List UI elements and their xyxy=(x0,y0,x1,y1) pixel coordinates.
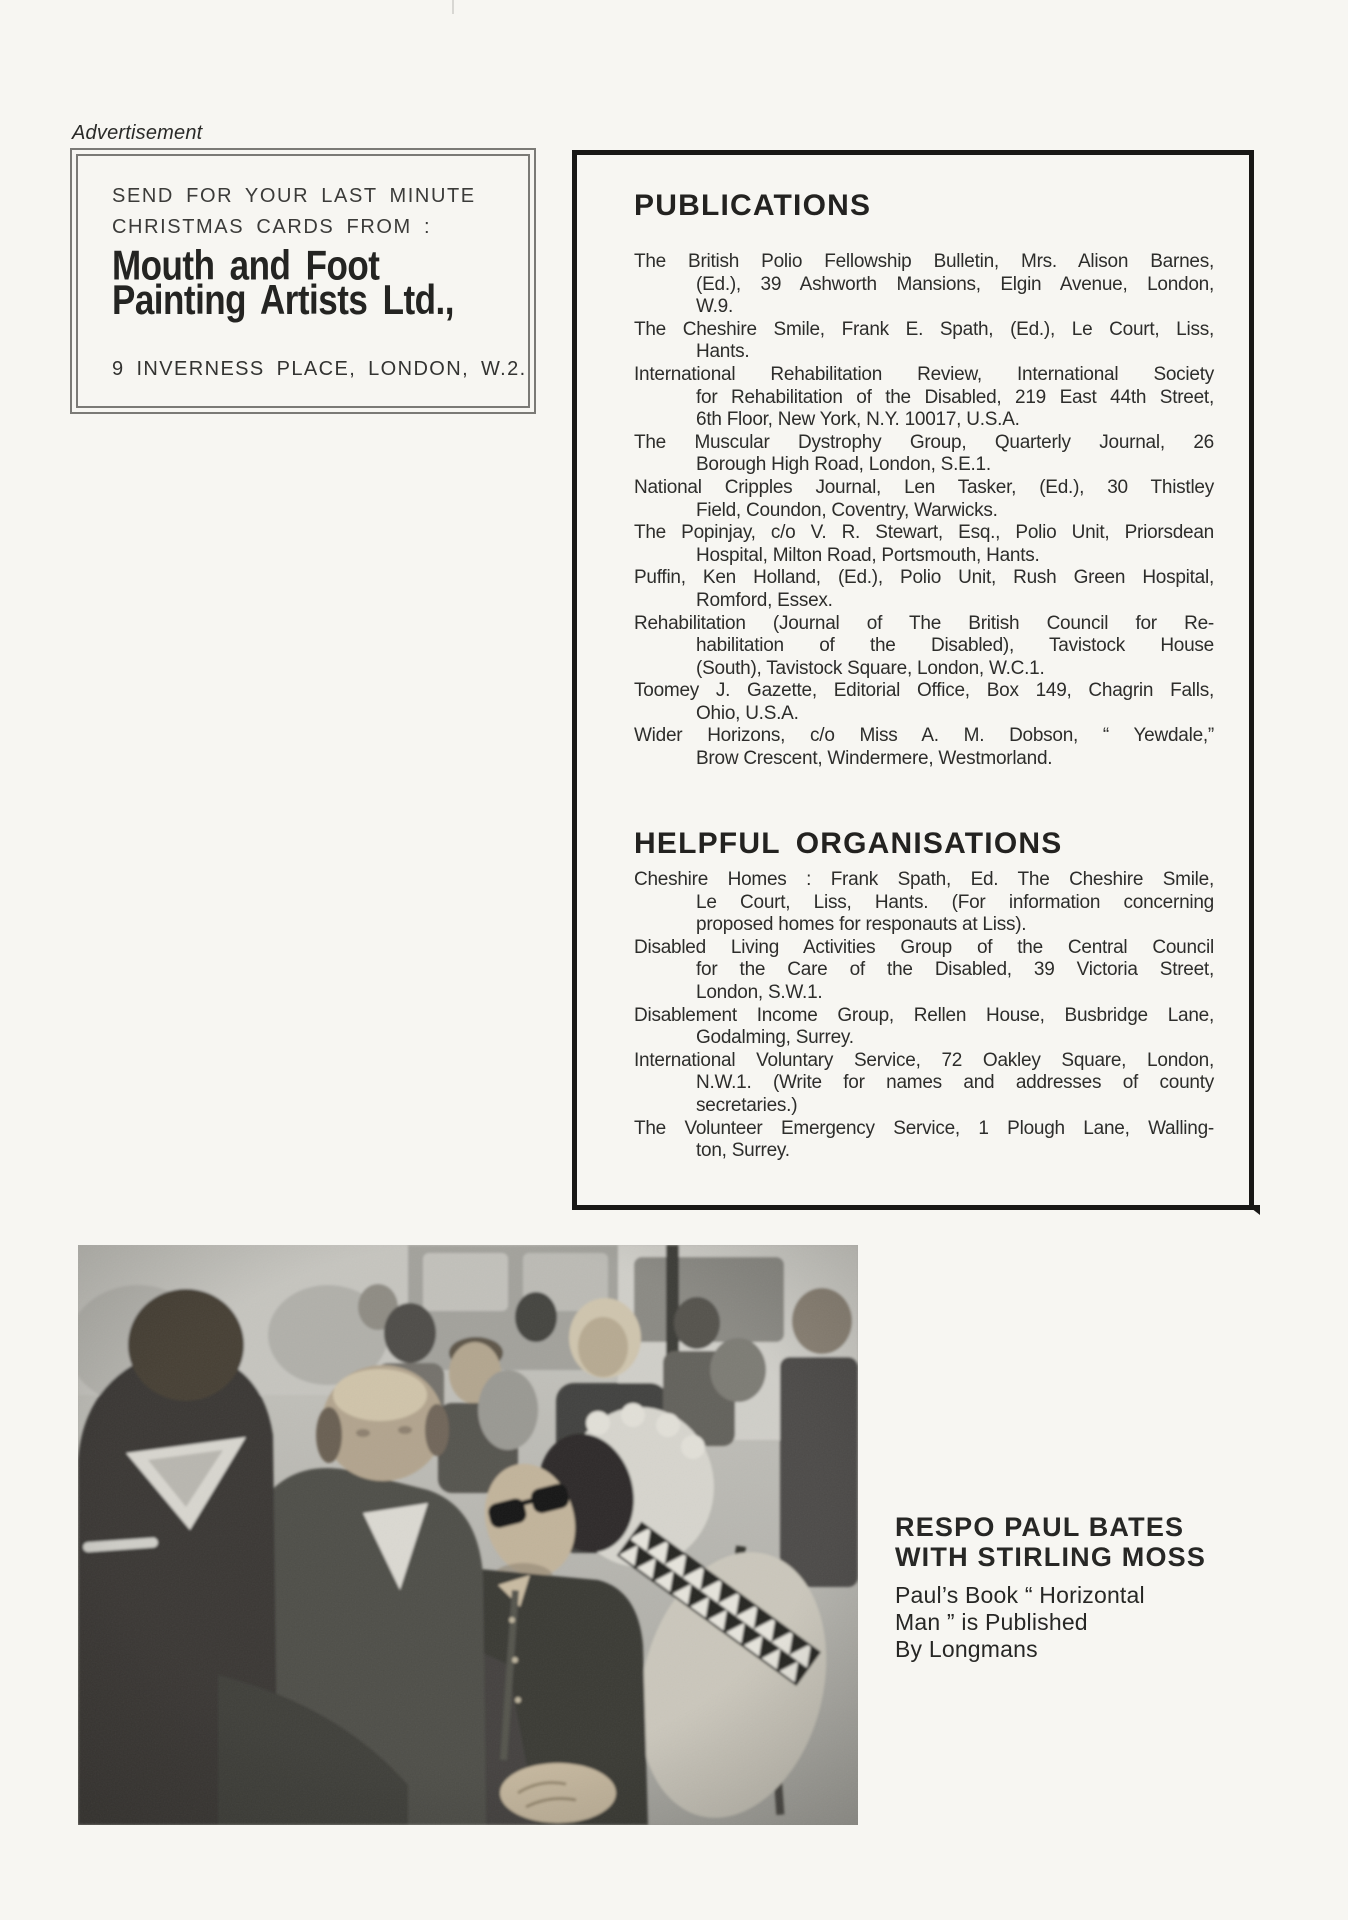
caption-title-line1: RESPO PAUL BATES xyxy=(895,1512,1185,1542)
entry-line: (Ed.), 39 Ashworth Mansions, Elgin Avenue, London, xyxy=(696,273,1214,295)
entry-line: International Voluntary Service, 72 Oakley Square, London, xyxy=(634,1049,1214,1071)
directory-entry xyxy=(634,613,1214,681)
ad-address: 9 INVERNESS PLACE, LONDON, W.2. xyxy=(112,358,527,380)
caption-title xyxy=(895,1512,1206,1572)
entry-line: Puffin, Ken Holland, (Ed.), Polio Unit, Rush Green Hospital, xyxy=(634,567,1214,589)
entry-line: Cheshire Homes : Frank Spath, Ed. The Cheshire Smile, xyxy=(634,869,1214,890)
entry-line: The Volunteer Emergency Service, 1 Plough Lane, Walling- xyxy=(634,1117,1214,1139)
photo-illustration xyxy=(78,1245,858,1825)
caption-body xyxy=(895,1582,1206,1663)
directory-panel xyxy=(572,150,1254,1210)
directory-entry xyxy=(634,432,1214,477)
entry-line: secretaries.) xyxy=(696,1094,798,1116)
ad-company-name xyxy=(112,243,454,324)
directory-entry xyxy=(634,680,1214,725)
directory-entry xyxy=(634,869,1214,937)
directory-entry xyxy=(634,1118,1214,1163)
publications-heading: PUBLICATIONS xyxy=(634,189,872,222)
caption-line: Man ” is Published xyxy=(895,1609,1088,1635)
directory-entry xyxy=(634,725,1214,770)
directory-entry xyxy=(634,937,1214,1005)
organisations-list xyxy=(634,869,1214,1163)
entry-line: The Muscular Dystrophy Group, Quarterly Journal, 26 xyxy=(634,431,1214,453)
entry-line: Hospital, Milton Road, Portsmouth, Hants. xyxy=(696,544,1040,566)
entry-line: habilitation of the Disabled), Tavistock House xyxy=(696,635,1214,657)
entry-line: Le Court, Liss, Hants. (For information concerning xyxy=(696,891,1214,913)
entry-line: for the Care of the Disabled, 39 Victoria Street, xyxy=(696,959,1214,981)
entry-line: Field, Coundon, Coventry, Warwicks. xyxy=(696,499,998,521)
entry-line: National Cripples Journal, Len Tasker, (Ed.), 30 Thistley xyxy=(634,476,1214,498)
entry-line: 6th Floor, New York, N.Y. 10017, U.S.A. xyxy=(696,409,1020,431)
entry-line: International Rehabilitation Review, International Society xyxy=(634,363,1214,385)
directory-entry xyxy=(634,364,1214,432)
ad-inner-border xyxy=(76,154,530,408)
entry-line: N.W.1. (Write for names and addresses of county xyxy=(696,1072,1214,1094)
directory-entry xyxy=(634,567,1214,612)
ad-headline-line1: SEND FOR YOUR LAST MINUTE xyxy=(112,185,476,207)
caption-line: Paul’s Book “ Horizontal xyxy=(895,1582,1145,1608)
caption-line: By Longmans xyxy=(895,1636,1038,1662)
ad-company-line2: Painting Artists Ltd., xyxy=(112,277,454,324)
christmas-cards-ad xyxy=(70,148,536,414)
entry-line: Brow Crescent, Windermere, Westmorland. xyxy=(696,748,1053,770)
photo xyxy=(78,1245,858,1825)
entry-line: Disabled Living Activities Group of the Central Council xyxy=(634,936,1214,958)
entry-line: Hants. xyxy=(696,341,750,363)
directory-entry xyxy=(634,522,1214,567)
scan-artifact xyxy=(452,0,454,14)
entry-line: Godalming, Surrey. xyxy=(696,1027,854,1049)
ad-headline-line2: CHRISTMAS CARDS FROM : xyxy=(112,216,432,238)
publications-list xyxy=(634,251,1214,771)
entry-line: Borough High Road, London, S.E.1. xyxy=(696,454,991,476)
entry-line: London, S.W.1. xyxy=(696,981,823,1003)
entry-line: Rehabilitation (Journal of The British Council for Re- xyxy=(634,612,1214,634)
advertisement-label: Advertisement xyxy=(72,122,203,144)
entry-line: Ohio, U.S.A. xyxy=(696,702,799,724)
ad-headline xyxy=(112,181,476,243)
entry-line: Disablement Income Group, Rellen House, Busbridge Lane, xyxy=(634,1004,1214,1026)
entry-line: Toomey J. Gazette, Editorial Office, Box 149, Chagrin Falls, xyxy=(634,680,1214,702)
directory-entry xyxy=(634,319,1214,364)
entry-line: (South), Tavistock Square, London, W.C.1. xyxy=(696,657,1045,679)
organisations-heading: HELPFUL ORGANISATIONS xyxy=(634,827,1063,860)
entry-line: Wider Horizons, c/o Miss A. M. Dobson, “ Yewdale,” xyxy=(634,725,1214,747)
photo-caption xyxy=(895,1512,1206,1663)
directory-entry xyxy=(634,1005,1214,1050)
directory-entry xyxy=(634,251,1214,319)
ad-company-line1: Mouth and Foot xyxy=(112,243,380,290)
directory-entry xyxy=(634,477,1214,522)
entry-line: for Rehabilitation of the Disabled, 219 East 44th Street, xyxy=(696,386,1214,408)
entry-line: The Cheshire Smile, Frank E. Spath, (Ed.), Le Court, Liss, xyxy=(634,318,1214,340)
entry-line: W.9. xyxy=(696,296,734,318)
entry-line: The British Polio Fellowship Bulletin, Mrs. Alison Barnes, xyxy=(634,251,1214,272)
caption-title-line2: WITH STIRLING MOSS xyxy=(895,1542,1207,1572)
entry-line: Romford, Essex. xyxy=(696,589,833,611)
entry-line: The Popinjay, c/o V. R. Stewart, Esq., Polio Unit, Priorsdean xyxy=(634,522,1214,544)
directory-entry xyxy=(634,1050,1214,1118)
entry-line: proposed homes for responauts at Liss). xyxy=(696,914,1027,936)
entry-line: ton, Surrey. xyxy=(696,1140,790,1162)
